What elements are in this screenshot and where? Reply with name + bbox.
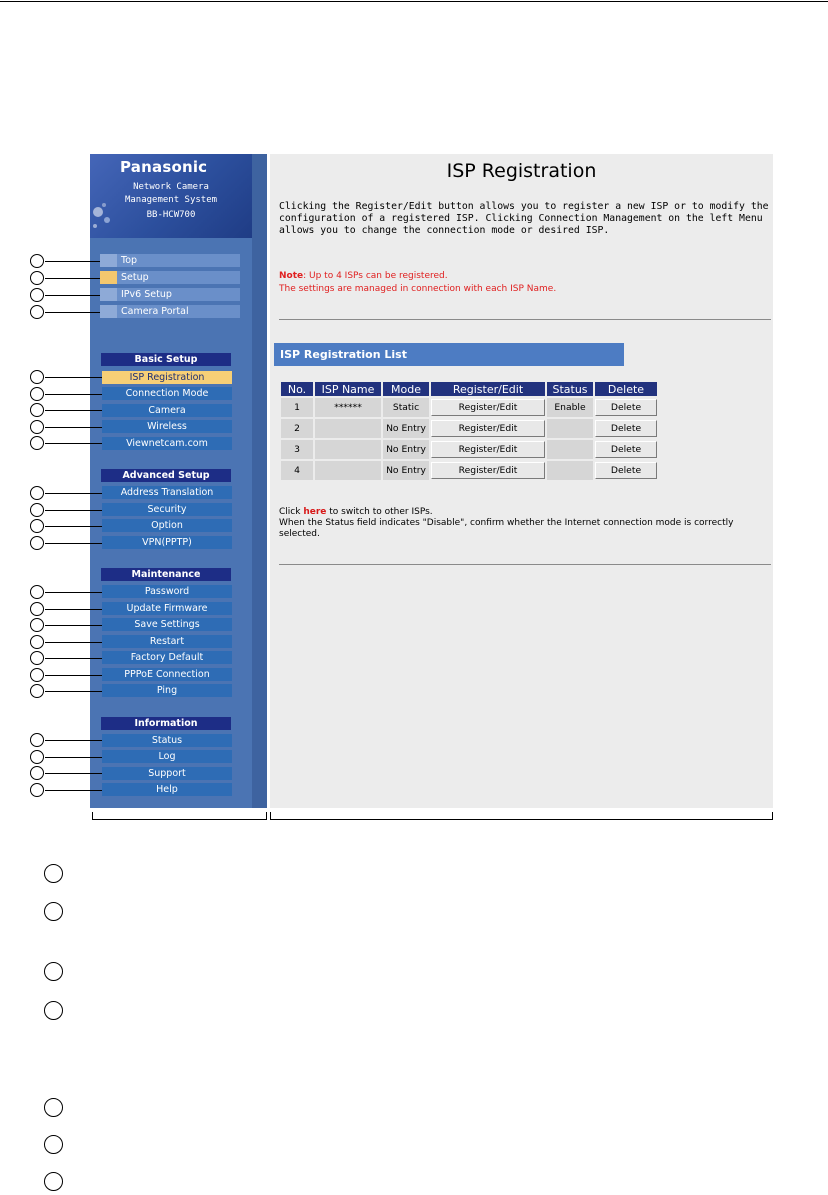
logo-model: BB-HCW700 [146,210,196,220]
callout-leader [45,609,102,610]
description-marker [44,1172,63,1191]
delete-button[interactable]: Delete [595,441,657,458]
nav-label: Setup [121,272,149,283]
cell-status [547,461,593,480]
nav-camera-portal[interactable] [100,305,240,318]
main-bracket [270,812,773,820]
menu-isp-registration[interactable]: ISP Registration [102,371,232,384]
callout-leader [45,658,102,659]
col-isp-name: ISP Name [315,382,381,396]
callout-marker [30,635,44,649]
callout-leader [45,642,102,643]
table-header-row [281,382,657,396]
menu-frame-border [252,154,267,808]
callout-leader [45,773,102,774]
col-mode: Mode [383,382,429,396]
cell-mode: No Entry [383,440,429,459]
intro-line: Clicking the Register/Edit button allows you to register a new ISP or to modify the configuration of a registered ISP. Clicking Connection Management on the left Menu [279,201,769,224]
cell-mode: Static [383,398,429,417]
cell-isp-name: ****** [315,398,381,417]
callout-marker [30,684,44,698]
callout-leader [45,427,102,428]
callout-leader [45,394,102,395]
nav-marker-icon [100,271,117,284]
menu-option[interactable]: Option [102,519,232,532]
nav-marker-icon [100,305,117,318]
register-edit-button[interactable]: Register/Edit [431,462,545,479]
col-no: No. [281,382,313,396]
callout-marker [30,420,44,434]
cell-status [547,440,593,459]
cell-delete [595,398,657,417]
logo-dots-icon [90,198,130,238]
menu-bracket [92,812,267,820]
callout-marker [30,519,44,533]
cell-status: Enable [547,398,593,417]
logo-line-2: Management System [124,195,218,205]
callout-leader [45,443,102,444]
click-suffix: to switch to other ISPs. [326,507,433,517]
table-row [281,419,657,438]
here-link[interactable]: here [303,507,327,517]
table-row [281,398,657,417]
callout-marker [30,750,44,764]
divider [279,319,771,320]
callout-leader [45,625,102,626]
description-marker [44,1135,63,1154]
nav-label: Camera Portal [121,306,189,317]
delete-button[interactable]: Delete [595,420,657,437]
callout-leader [45,510,102,511]
callout-marker [30,403,44,417]
callout-marker [30,733,44,747]
intro-line-2: allows you to change the connection mode or desired ISP. [279,225,610,236]
register-edit-button[interactable]: Register/Edit [431,420,545,437]
note-label: Note [279,271,304,281]
callout-marker [30,585,44,599]
cell-delete [595,419,657,438]
callout-marker [30,503,44,517]
menu-save-settings[interactable]: Save Settings [102,618,232,631]
callout-marker [30,387,44,401]
callout-marker [30,651,44,665]
callout-marker [30,766,44,780]
product-logo [90,154,252,238]
cell-isp-name [315,461,381,480]
callout-leader [45,377,102,378]
col-delete: Delete [595,382,657,396]
menu-support[interactable]: Support [102,767,232,780]
description-marker [44,1098,63,1117]
left-menu [90,154,252,808]
callout-marker [30,783,44,797]
menu-camera[interactable]: Camera [102,404,232,417]
cell-register [431,440,545,459]
callout-marker [30,602,44,616]
nav-label: Top [121,255,138,266]
callout-leader [45,675,102,676]
callout-marker [30,288,44,302]
cell-no: 1 [281,398,313,417]
cell-register [431,398,545,417]
switch-isp-text [279,507,769,540]
intro-text [279,201,771,237]
menu-viewnetcam[interactable]: Viewnetcam.com [102,437,232,450]
menu-factory-default[interactable]: Factory Default [102,651,232,664]
menu-status[interactable]: Status [102,734,232,747]
isp-list-title: ISP Registration List [274,343,624,366]
divider [279,564,771,565]
menu-pppoe-connection[interactable]: PPPoE Connection [102,668,232,681]
cell-register [431,419,545,438]
callout-marker [30,536,44,550]
cell-mode: No Entry [383,461,429,480]
col-status: Status [547,382,593,396]
cell-no: 4 [281,461,313,480]
callout-leader [45,790,102,791]
nav-marker-icon [100,254,117,267]
callout-leader [45,410,102,411]
callout-leader [45,740,102,741]
section-basic-setup: Basic Setup [101,353,231,366]
callout-marker [30,618,44,632]
menu-address-translation[interactable]: Address Translation [102,486,232,499]
page-top-rule [0,1,828,2]
col-register-edit: Register/Edit [431,382,545,396]
menu-security[interactable]: Security [102,503,232,516]
menu-vpn-pptp[interactable]: VPN(PPTP) [102,536,232,549]
cell-no: 2 [281,419,313,438]
isp-registration-table [279,380,659,482]
menu-restart[interactable]: Restart [102,635,232,648]
brand-name: Panasonic [120,158,208,176]
callout-marker [30,370,44,384]
section-information: Information [101,717,231,730]
cell-delete [595,461,657,480]
page-title: ISP Registration [446,160,597,182]
menu-connection-mode[interactable]: Connection Mode [102,387,232,400]
section-maintenance: Maintenance [101,568,231,581]
description-marker [44,962,63,981]
note-line-2: The settings are managed in connection with each ISP Name. [279,284,557,294]
callout-leader [45,543,102,544]
callout-leader [45,757,102,758]
delete-button[interactable]: Delete [595,399,657,416]
callout-leader [45,295,100,296]
logo-line-1: Network Camera [133,182,209,192]
callout-leader [45,278,100,279]
cell-delete [595,440,657,459]
cell-mode: No Entry [383,419,429,438]
click-prefix: Click [279,507,304,517]
callout-leader [45,691,102,692]
nav-setup[interactable] [100,271,240,284]
callout-marker [30,436,44,450]
description-marker [44,1001,63,1020]
callout-leader [45,526,102,527]
register-edit-button[interactable]: Register/Edit [431,399,545,416]
note-body: : Up to 4 ISPs can be registered. [303,271,448,281]
callout-marker [30,305,44,319]
cell-isp-name [315,440,381,459]
cell-isp-name [315,419,381,438]
nav-top[interactable] [100,254,240,267]
menu-log[interactable]: Log [102,750,232,763]
callout-leader [45,261,100,262]
table-row [281,440,657,459]
cell-register [431,461,545,480]
description-marker [44,864,63,883]
nav-marker-icon [100,288,117,301]
callout-marker [30,486,44,500]
callout-marker [30,271,44,285]
callout-marker [30,668,44,682]
callout-leader [45,312,100,313]
description-marker [44,902,63,921]
main-panel [270,154,773,808]
section-advanced-setup: Advanced Setup [101,469,231,482]
callout-leader [45,592,102,593]
menu-help[interactable]: Help [102,783,232,796]
note-text [279,270,769,296]
table-row [281,461,657,480]
callout-marker [30,254,44,268]
register-edit-button[interactable]: Register/Edit [431,441,545,458]
callout-leader [45,493,102,494]
nav-label: IPv6 Setup [121,289,172,300]
status-hint: When the Status field indicates "Disable", confirm whether the Internet connection mode is correctly selected. [279,518,734,539]
menu-password[interactable]: Password [102,585,232,598]
delete-button[interactable]: Delete [595,462,657,479]
menu-wireless[interactable]: Wireless [102,420,232,433]
cell-no: 3 [281,440,313,459]
menu-update-firmware[interactable]: Update Firmware [102,602,232,615]
menu-ping[interactable]: Ping [102,684,232,697]
nav-ipv6-setup[interactable] [100,288,240,301]
cell-status [547,419,593,438]
